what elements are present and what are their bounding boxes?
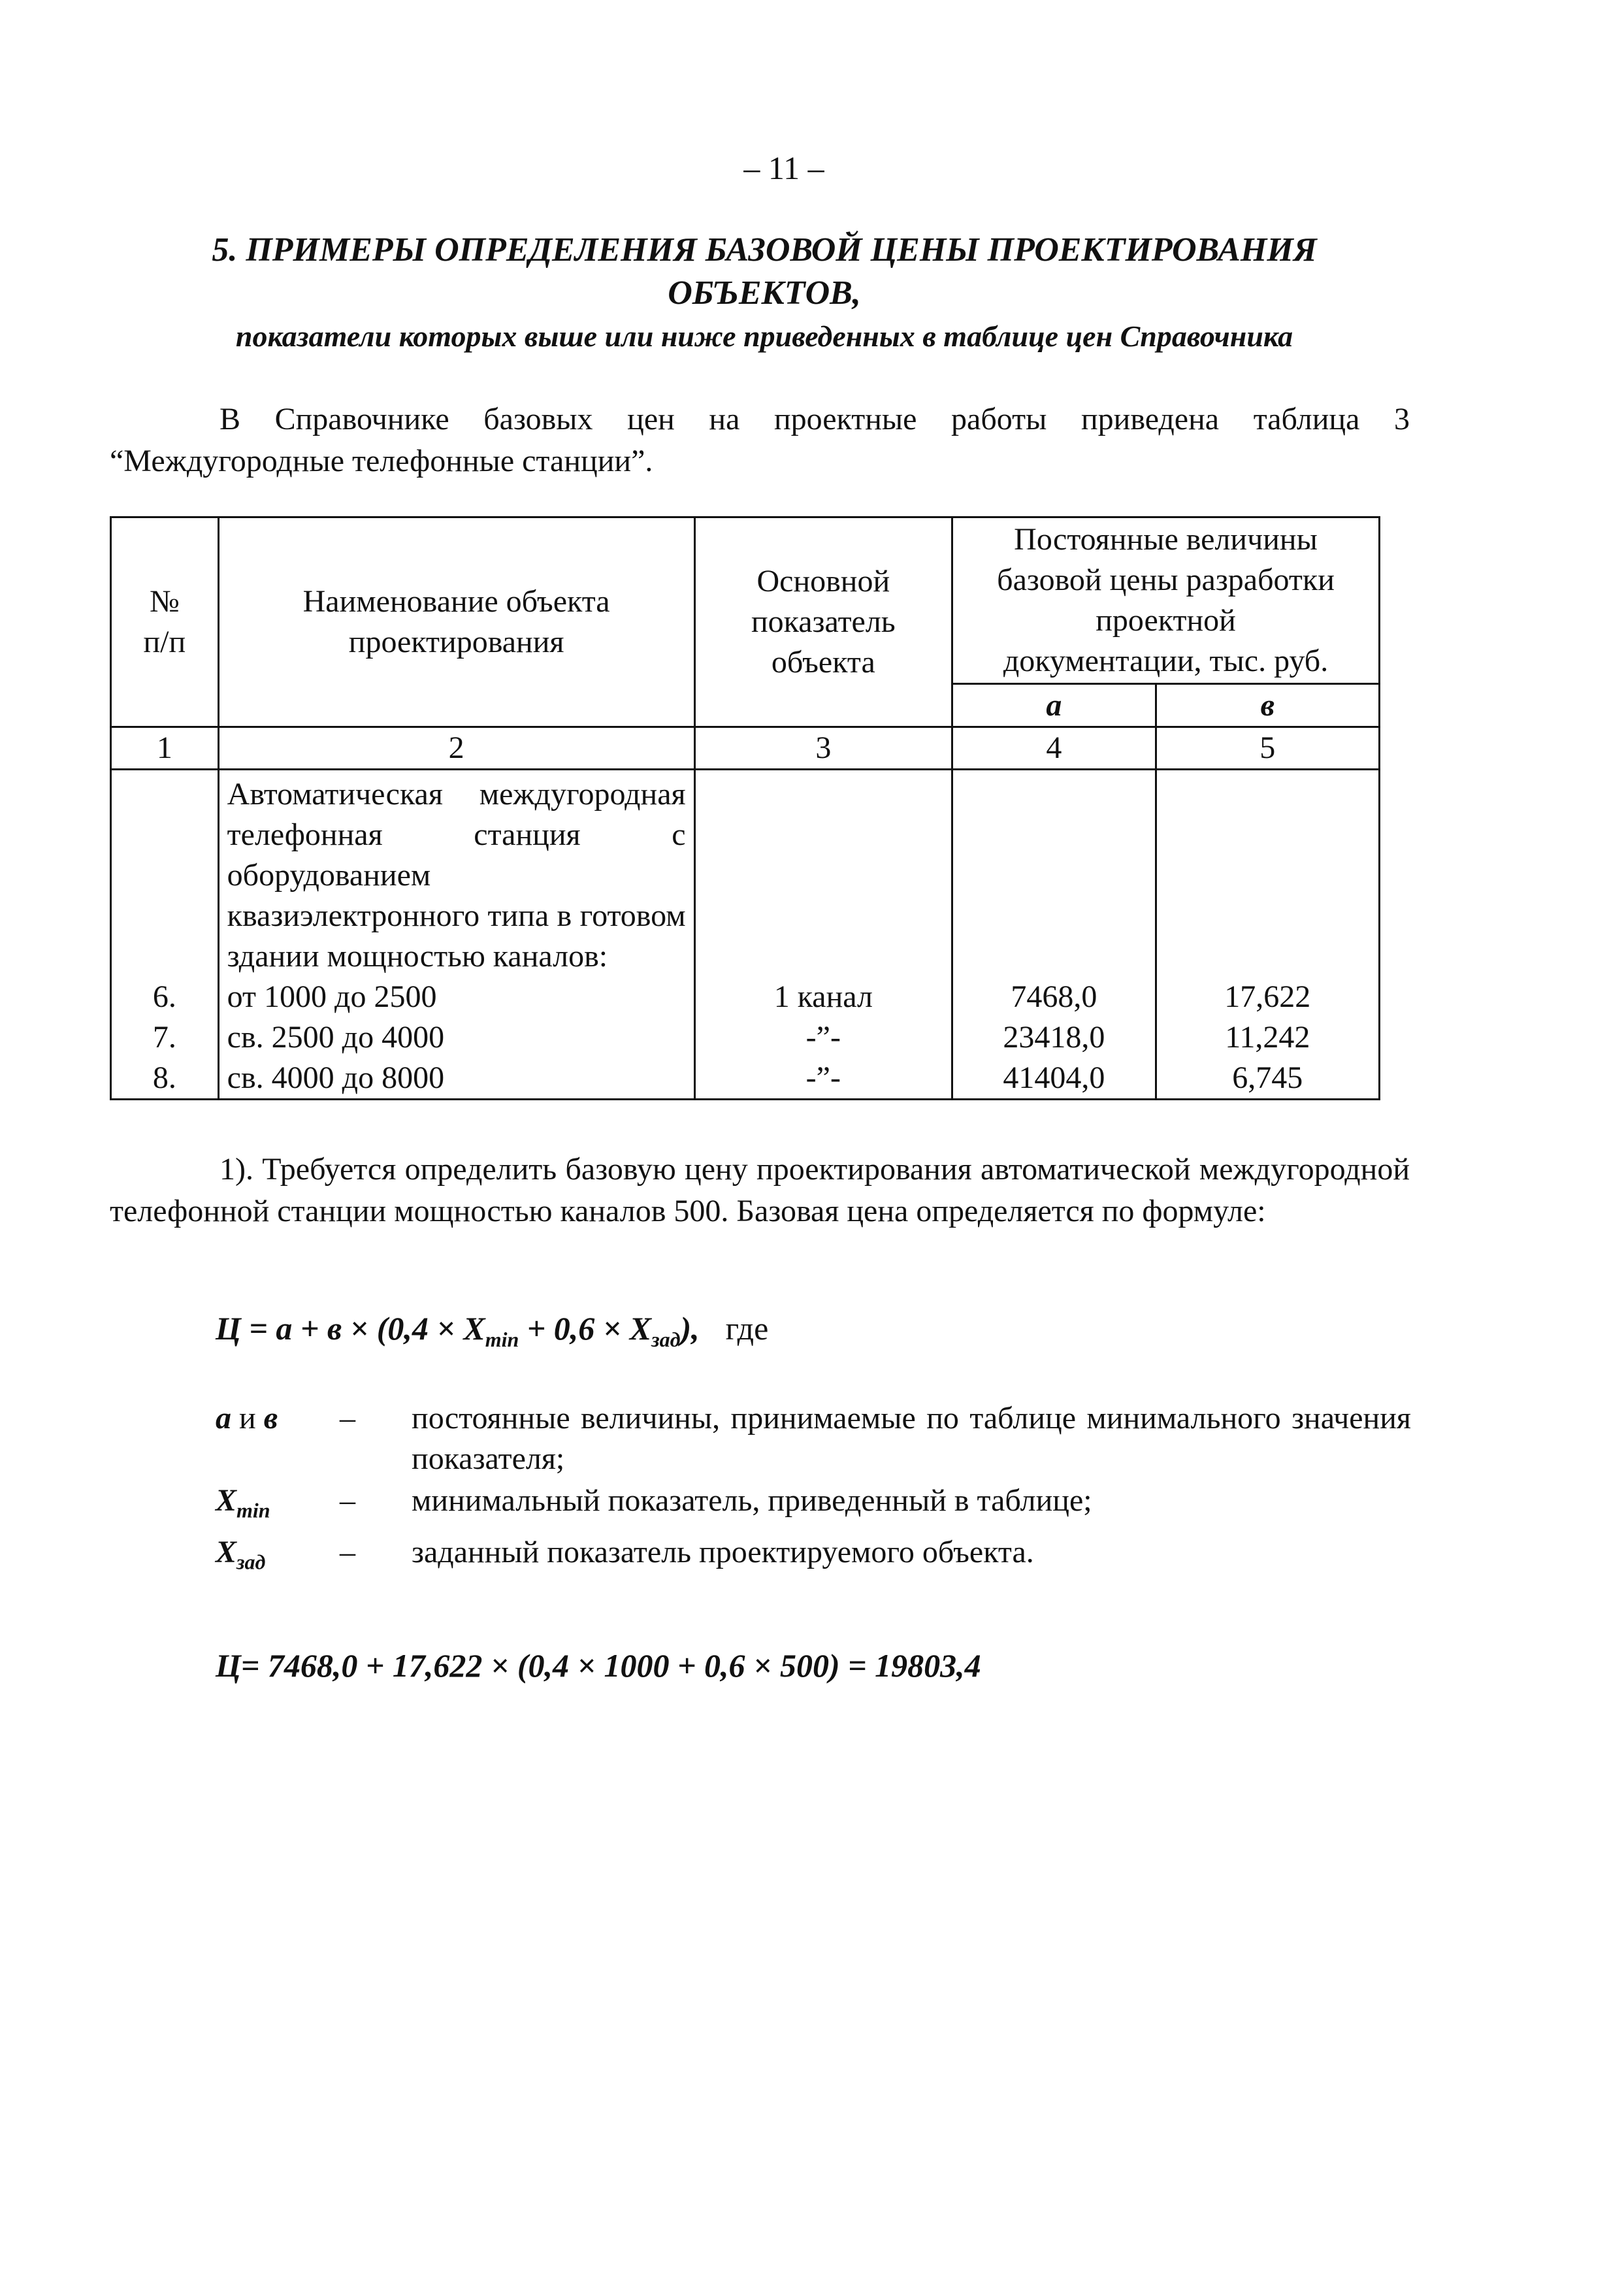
formula: $Ц = а + в \times (0,4 \times X_{min} + 0,6 \times X_{зад})$, где (216, 1310, 769, 1351)
index-cell: 5 (1156, 727, 1379, 770)
calculation-result: Ц= 7468,0 + 17,622 × (0,4 × 1000 + 0,6 × 500) = 19803,4 (216, 1647, 981, 1684)
section-heading (78, 229, 1450, 315)
section-heading-line2: ОБЪЕКТОВ, (668, 274, 861, 312)
row-indicators: 1 канал -”- -”- (694, 770, 952, 1100)
row-name: св. 2500 до 4000 (227, 1020, 445, 1055)
legend-item: $X_{min}$ – минимальный показатель, приведенный в таблице; (216, 1483, 1092, 1522)
formula-where: где (725, 1310, 769, 1347)
header-row (111, 517, 1380, 684)
index-cell: 3 (694, 727, 952, 770)
section-heading-line1: 5. ПРИМЕРЫ ОПРЕДЕЛЕНИЯ БАЗОВОЙ ЦЕНЫ ПРОЕКТИРОВАНИЯ (212, 231, 1317, 269)
index-row (111, 727, 1380, 770)
header-num: № п/п (111, 517, 219, 727)
data-body-row (111, 770, 1380, 1100)
row-name: от 1000 до 2500 (227, 979, 437, 1014)
index-cell: 2 (218, 727, 694, 770)
legend-item: $X_{зад}$ – заданный показатель проектируемого объекта. (216, 1534, 1034, 1574)
group-description: Автоматическая междугородная телефонная станция с оборудованием квазиэлектронного типа в готовом здании мощностью каналов: (227, 777, 686, 974)
page-number: – 11 – (743, 150, 824, 186)
legend-item: а и в – постоянные величины, принимаемые по таблице минимального значения показателя; (216, 1401, 1411, 1476)
row-name: св. 4000 до 8000 (227, 1060, 445, 1095)
section-subtitle: показатели которых выше или ниже приведенных в таблице цен Справочника (235, 320, 1293, 353)
header-b: в (1156, 684, 1379, 727)
header-indicator: Основной показатель объекта (694, 517, 952, 727)
price-table (110, 516, 1380, 1100)
example-paragraph: 1). Требуется определить базовую цену проектирования автоматической междугородной телефонной станции мощностью каналов 500. Базовая цена определяется по формуле: (110, 1152, 1410, 1228)
header-constants: Постоянные величины базовой цены разработки проектной документации, тыс. руб. (952, 517, 1380, 684)
index-cell: 4 (952, 727, 1156, 770)
row-numbers: 6. 7. 8. (111, 770, 219, 1100)
row-b-values: 17,622 11,242 6,745 (1156, 770, 1379, 1100)
row-a-values: 7468,0 23418,0 41404,0 (952, 770, 1156, 1100)
header-a: а (952, 684, 1156, 727)
header-name: Наименование объекта проектирования (218, 517, 694, 727)
index-cell: 1 (111, 727, 219, 770)
intro-paragraph: В Справочнике базовых цен на проектные работы приведена таблица 3 “Междугородные телефонные станции”. (110, 402, 1410, 478)
formula-legend (216, 1398, 1411, 1583)
row-names (218, 770, 694, 1100)
